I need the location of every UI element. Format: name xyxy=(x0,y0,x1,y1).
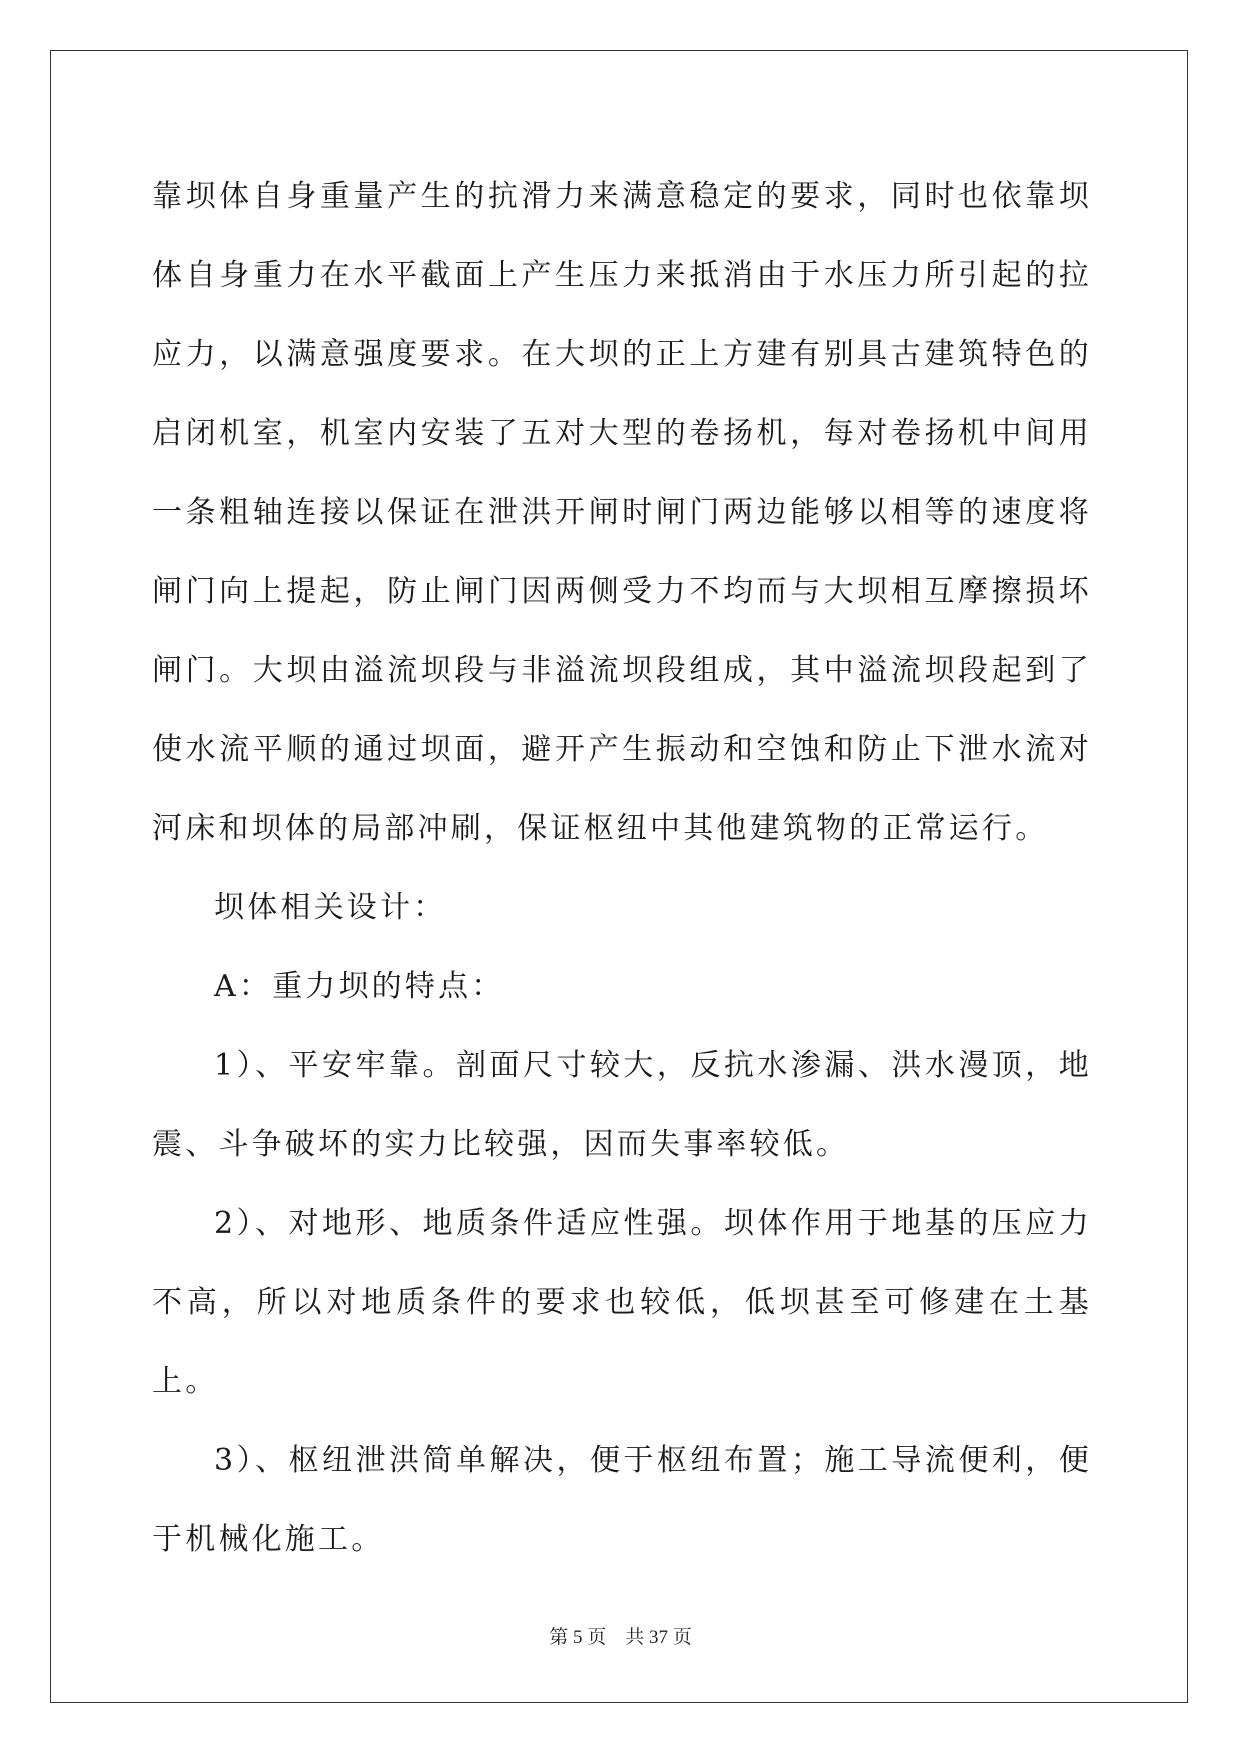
paragraph-gravity-dam-features: A：重力坝的特点： xyxy=(214,969,505,1004)
page-footer xyxy=(0,1622,1241,1649)
paragraph-dam-description: 靠坝体自身重量产生的抗滑力来满意稳定的要求，同时也依靠坝体自身重力在水平截面上产生压力来抵消由于水压力所引起的拉应力，以满意强度要求。在大坝的正上方建有别具古建筑特色的启闭机室，机室内安装了五对大型的卷扬机，每对卷扬机中间用一条粗轴连接以保证在泄洪开闸时闸门两边能够以相等的速度将闸门向上提起，防止闸门因两侧受力不均而与大坝相互摩擦损坏闸门。大坝由溢流坝段与非溢流坝段组成，其中溢流坝段起到了使水流平顺的通过坝面，避开产生振动和空蚀和防止下泄水流对河床和坝体的局部冲刷，保证枢纽中其他建筑物的正常运行。 xyxy=(152,179,1092,846)
document-body xyxy=(152,157,1092,1579)
page-total: 共 37 页 xyxy=(625,1627,692,1648)
paragraph-feature-3: 3）、枢纽泄洪简单解决，便于枢纽布置；施工导流便利，便于机械化施工。 xyxy=(152,1443,1092,1557)
page-number: 第 5 页 xyxy=(549,1627,607,1648)
paragraph-feature-1: 1）、平安牢靠。剖面尺寸较大，反抗水渗漏、洪水漫顶，地震、斗争破坏的实力比较强，因而失事率较低。 xyxy=(152,1048,1092,1162)
paragraph-dam-design-heading: 坝体相关设计： xyxy=(214,890,447,925)
paragraph-feature-2: 2）、对地形、地质条件适应性强。坝体作用于地基的压应力不高，所以对地质条件的要求也较低，低坝甚至可修建在土基上。 xyxy=(152,1206,1092,1399)
